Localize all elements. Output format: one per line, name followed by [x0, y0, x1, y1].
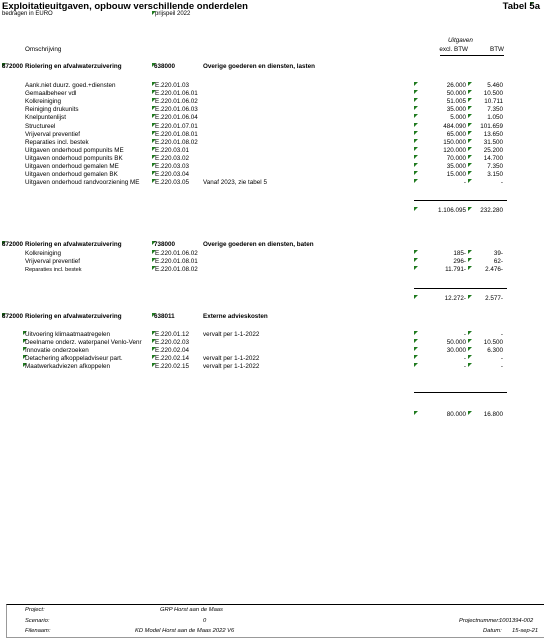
footer-projectnummer-value: 1001394-002	[499, 618, 534, 624]
row-account: E.220.01.07.01	[155, 122, 198, 130]
section-total-btw: 232.280	[480, 207, 503, 214]
row-btw: 6.300	[487, 347, 503, 355]
section-code: 872000	[2, 241, 24, 248]
comment-marker-icon	[414, 339, 418, 343]
row-excl-btw: 296-	[453, 258, 466, 266]
total-divider	[414, 288, 507, 289]
row-account: E.220.03.01	[155, 146, 189, 154]
comment-marker-icon	[414, 347, 418, 351]
row-description: Reparaties incl. bestek	[25, 138, 89, 146]
row-excl-btw: 15.000	[446, 171, 466, 179]
row-excl-btw: 65.000	[446, 130, 466, 138]
row-description: Kolkreiniging	[25, 250, 62, 257]
row-account: E.220.03.02	[155, 154, 189, 162]
comment-marker-icon	[414, 139, 418, 143]
header-divider	[440, 55, 504, 56]
footer-project-label: Project:	[25, 607, 45, 613]
row-description: Uitgaven onderhoud pompunits ME	[25, 146, 124, 154]
row-account: E.220.02.15	[155, 363, 189, 371]
footer-scenario-value: 0	[203, 618, 207, 624]
row-account: E.220.03.05	[155, 179, 189, 187]
row-excl-btw: 70.000	[446, 154, 466, 162]
row-account: E.220.03.04	[155, 171, 189, 179]
total-divider	[414, 200, 507, 201]
row-account: E.220.02.03	[155, 339, 189, 347]
comment-marker-icon	[414, 250, 418, 254]
row-excl-btw: -	[463, 179, 466, 187]
row-btw: 14.700	[483, 154, 503, 162]
row-btw: 10.500	[483, 339, 503, 347]
row-btw: -	[500, 331, 503, 338]
price-level: prijspeil 2022	[155, 11, 191, 17]
comment-marker-icon	[414, 179, 418, 183]
section-account-name: Overige goederen en diensten, lasten	[203, 63, 315, 70]
row-account: E.220.02.04	[155, 347, 189, 355]
row-excl-btw: 150.000	[443, 138, 466, 146]
row-description: Maatwerkadviezen afkoppelen	[25, 363, 111, 371]
row-account: E.220.01.08.01	[155, 130, 198, 138]
comment-marker-icon	[414, 331, 418, 335]
row-account: E.220.01.08.01	[155, 258, 198, 266]
footer-datum-label: Datum:	[483, 628, 502, 634]
row-description: Uitgaven onderhoud gemalen ME	[25, 163, 119, 170]
row-btw: 7.350	[487, 106, 503, 114]
row-description: Reparaties incl. bestek	[25, 267, 82, 274]
section-total-btw: 2.577-	[485, 295, 503, 302]
comment-marker-icon	[414, 106, 418, 110]
section-code: 872000	[2, 313, 24, 320]
section-name: Riolering en afvalwaterzuivering	[25, 63, 122, 70]
comment-marker-icon	[414, 266, 418, 270]
row-excl-btw: 185-	[453, 250, 466, 257]
row-btw: -	[500, 363, 503, 371]
row-btw: 39-	[493, 250, 503, 257]
footer-datum-value: 15-sep-21	[512, 628, 539, 634]
section-total-excl-btw: 80.000	[446, 411, 466, 418]
row-btw: 10.711	[484, 98, 503, 106]
footer-scenario-label: Scenario:	[25, 618, 50, 624]
section-name: Riolering en afvalwaterzuivering	[25, 313, 122, 320]
row-note: vervalt per 1-1-2022	[203, 363, 260, 371]
comment-marker-icon	[414, 90, 418, 94]
row-excl-btw: 35.000	[446, 106, 466, 114]
row-note: Vanaf 2023, zie tabel 5	[203, 179, 267, 187]
total-divider	[414, 392, 507, 393]
row-excl-btw: 51.005	[446, 98, 466, 106]
row-excl-btw: -	[463, 331, 466, 338]
row-excl-btw: 484.090	[443, 122, 466, 130]
table-number: Tabel 5a	[502, 1, 540, 12]
row-excl-btw: 50.000	[446, 339, 466, 347]
row-description: Uitgaven onderhoud pompunits BK	[25, 154, 123, 162]
currency-note: bedragen in EURO	[2, 11, 53, 17]
section-account-name: Externe advieskosten	[203, 313, 268, 320]
row-description: Uitgaven onderhoud randvoorziening ME	[25, 179, 140, 187]
row-account: E.220.01.08.02	[155, 266, 198, 274]
section-account: 738000	[154, 241, 176, 248]
comment-marker-icon	[414, 163, 418, 167]
col-header-uitgaven: Uitgaven	[448, 37, 473, 44]
comment-marker-icon	[414, 155, 418, 159]
comment-marker-icon	[414, 114, 418, 118]
row-excl-btw: 5.000	[450, 114, 466, 122]
row-account: E.220.01.06.02	[155, 250, 198, 257]
row-description: Aank.niet duurz. goed.+diensten	[25, 82, 116, 89]
section-total-excl-btw: 12.272-	[444, 295, 466, 302]
row-excl-btw: 11.791-	[445, 266, 466, 274]
row-btw: 2.476-	[485, 266, 503, 274]
comment-marker-icon	[414, 171, 418, 175]
row-btw: 1.050	[487, 114, 503, 122]
row-note: vervalt per 1-1-2022	[203, 355, 260, 363]
comment-marker-icon	[414, 355, 418, 359]
row-excl-btw: 35.000	[446, 163, 466, 170]
row-btw: 25.200	[483, 146, 503, 154]
section-account: 638011	[154, 313, 175, 320]
row-description: Kolkreiniging	[25, 98, 62, 106]
footer-filename-label: Filenaam:	[25, 628, 51, 634]
row-account: E.220.01.03	[155, 82, 189, 89]
row-excl-btw: 30.000	[446, 347, 466, 355]
footer	[6, 604, 544, 638]
row-btw: 5.460	[487, 82, 503, 89]
row-description: Vrijverval preventief	[25, 258, 81, 266]
row-account: E.220.03.03	[155, 163, 189, 170]
row-excl-btw: 50.000	[446, 90, 466, 98]
row-btw: 31.500	[483, 138, 503, 146]
section-total-excl-btw: 1.106.095	[437, 207, 466, 214]
section-code: 872000	[2, 63, 24, 70]
section-name: Riolering en afvalwaterzuivering	[25, 241, 122, 248]
comment-marker-icon	[414, 131, 418, 135]
row-btw: 62-	[493, 258, 503, 266]
footer-filename-value: KD Model Horst aan de Maas 2022 V6	[135, 628, 235, 634]
comment-marker-icon	[414, 98, 418, 102]
footer-project-value: GRP Horst aan de Maas	[160, 607, 223, 613]
row-btw: 101.659	[480, 122, 503, 130]
row-description: Structureel	[25, 122, 56, 130]
page-title: Exploitatieuitgaven, opbouw verschillende onderdelen	[2, 1, 248, 12]
row-btw: 10.500	[483, 90, 503, 98]
comment-marker-icon	[414, 258, 418, 262]
row-account: E.220.01.12	[155, 331, 189, 338]
row-account: E.220.01.06.02	[155, 98, 198, 106]
comment-marker-icon	[414, 363, 418, 367]
row-description: Reiniging drukunits	[25, 106, 79, 114]
row-excl-btw: 26.000	[446, 82, 466, 89]
row-btw: 3.150	[487, 171, 503, 179]
section-account: 638000	[154, 63, 176, 70]
row-description: Knelpuntenlijst	[25, 114, 66, 122]
row-account: E.220.01.06.03	[155, 106, 198, 114]
row-description: Detachering afkoppeladviseur part.	[25, 355, 123, 363]
comment-marker-icon	[414, 147, 418, 151]
row-account: E.220.02.14	[155, 355, 189, 363]
row-account: E.220.01.08.02	[155, 138, 198, 146]
section-total-btw: 16.800	[483, 411, 503, 418]
footer-projectnummer-label: Projectnummer:	[459, 618, 500, 624]
col-header-omschrijving: Omschrijving	[25, 46, 62, 53]
row-description: Innovatie onderzoeken	[25, 347, 89, 355]
row-excl-btw: -	[463, 363, 466, 371]
row-account: E.220.01.06.04	[155, 114, 198, 122]
comment-marker-icon	[414, 123, 418, 127]
row-btw: 7.350	[487, 163, 503, 170]
col-header-btw: BTW	[490, 46, 504, 53]
row-btw: -	[500, 355, 503, 363]
row-description: Vrijverval preventief	[25, 130, 81, 138]
row-account: E.220.01.06.01	[155, 90, 198, 98]
row-description: Uitvoering klimaatmaatregelen	[25, 331, 111, 338]
row-excl-btw: -	[463, 355, 466, 363]
section-account-name: Overige goederen en diensten, baten	[203, 241, 314, 248]
row-excl-btw: 120.000	[443, 146, 466, 154]
row-note: vervalt per 1-1-2022	[203, 331, 260, 338]
row-btw: 13.650	[483, 130, 503, 138]
row-description: Gemaalbeheer vdl	[25, 90, 77, 98]
row-btw: -	[500, 179, 503, 187]
row-description: Uitgaven onderhoud gemalen BK	[25, 171, 118, 179]
comment-marker-icon	[414, 82, 418, 86]
col-header-excl-btw: excl. BTW	[439, 46, 468, 53]
row-description: Deelname onderz. waterpanel Venlo-Venr	[25, 339, 142, 347]
